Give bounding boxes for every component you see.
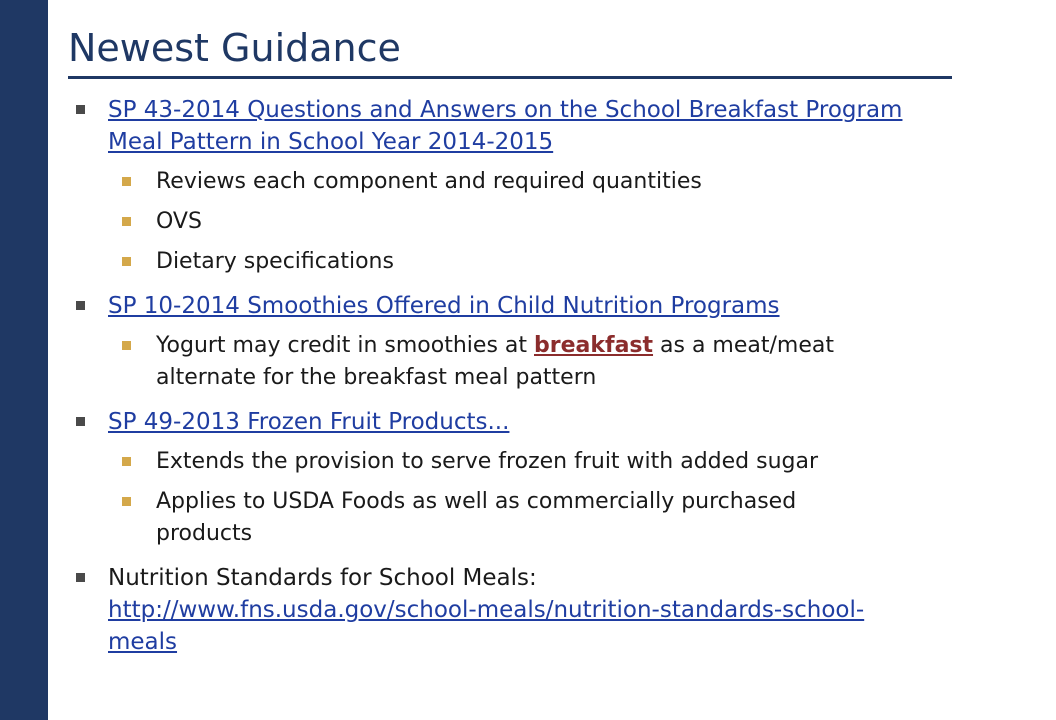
url-text-line2: meals <box>108 629 178 655</box>
sub-bullet-text: Applies to USDA Foods as well as commercially purchased <box>156 489 797 514</box>
sub-bullet-item <box>68 246 1008 278</box>
sp-49-2013-link[interactable]: SP 49-2013 Frozen Fruit Products... <box>108 409 510 435</box>
url-text-line1: http://www.fns.usda.gov/school-meals/nutrition-standards-school- <box>108 597 865 623</box>
link-text-line1: SP 43-2014 Questions and Answers on the School Breakfast Program <box>108 97 903 123</box>
bullet-item <box>68 94 1008 158</box>
square-bullet-icon <box>122 341 131 350</box>
sub-bullet-item <box>68 446 1008 478</box>
sub-bullet-item <box>68 486 1008 550</box>
square-bullet-icon <box>122 177 131 186</box>
square-bullet-icon <box>122 457 131 466</box>
sub-bullet-text: alternate for the breakfast meal pattern <box>156 365 597 390</box>
bullet-item <box>68 290 1008 322</box>
bullet-item <box>68 406 1008 438</box>
sp-10-2014-link[interactable]: SP 10-2014 Smoothies Offered in Child Nutrition Programs <box>108 293 780 319</box>
sub-bullet-text: products <box>156 521 253 546</box>
sub-bullet-text: Yogurt may credit in smoothies at <box>156 333 534 358</box>
breakfast-link[interactable]: breakfast <box>534 333 654 358</box>
square-bullet-icon <box>76 417 85 426</box>
sub-bullet-item <box>68 330 1008 394</box>
title-divider <box>68 76 952 79</box>
bullet-item <box>68 562 1008 658</box>
sub-bullet-text: as a meat/meat <box>653 333 834 358</box>
sub-bullet-item <box>68 206 1008 238</box>
square-bullet-icon <box>122 257 131 266</box>
square-bullet-icon <box>122 497 131 506</box>
slide-title: Newest Guidance <box>68 26 401 70</box>
square-bullet-icon <box>76 105 85 114</box>
sub-bullet-item <box>68 166 1008 198</box>
nutrition-standards-url-link[interactable] <box>108 597 864 655</box>
left-accent-bar <box>0 0 48 720</box>
link-text-line2: Meal Pattern in School Year 2014-2015 <box>108 129 554 155</box>
bullet-list <box>68 94 1008 658</box>
sub-bullet-text: OVS <box>156 209 202 234</box>
square-bullet-icon <box>76 573 85 582</box>
sub-bullet-text: Dietary specifications <box>156 249 394 274</box>
bullet-text: Nutrition Standards for School Meals: <box>108 565 537 591</box>
sub-bullet-text: Extends the provision to serve frozen fruit with added sugar <box>156 449 819 474</box>
square-bullet-icon <box>122 217 131 226</box>
sp-43-2014-link[interactable] <box>108 97 902 155</box>
sub-bullet-text: Reviews each component and required quantities <box>156 169 702 194</box>
square-bullet-icon <box>76 301 85 310</box>
